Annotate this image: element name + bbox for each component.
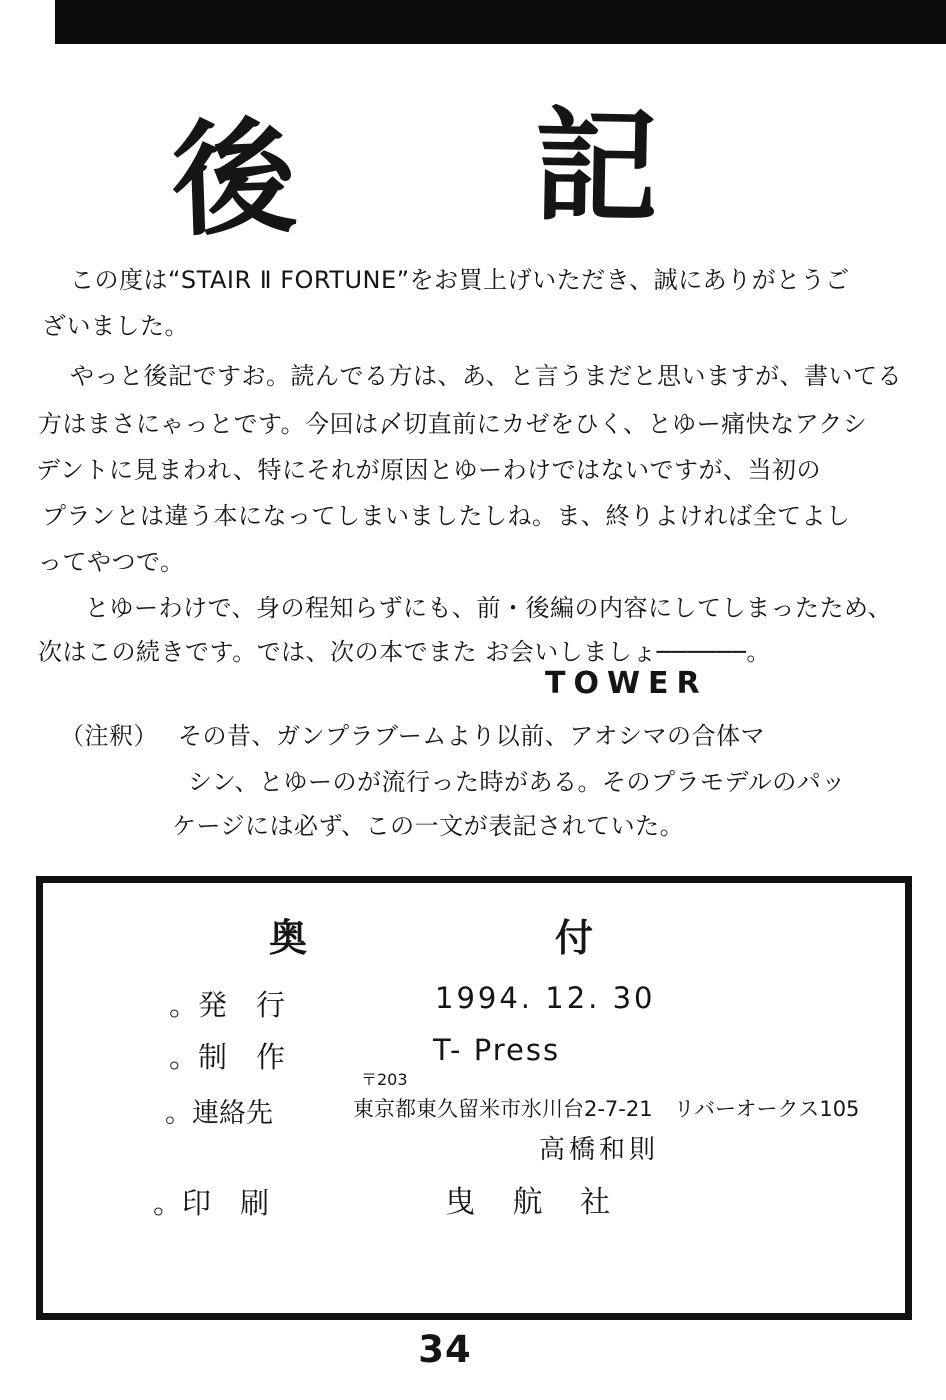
afterword-line: この度は“STAIR Ⅱ FORTUNE”をお買上げいただき、誠にありがとうご [70, 266, 850, 294]
afterword-line: プランとは違う本になってしまいましたしね。ま、終りよければ全てよし [42, 502, 851, 530]
afterword-line: とゆーわけで、身の程知らずにも、前・後編の内容にしてしまったため、 [85, 594, 893, 622]
annotation-label: （注釈） [60, 722, 158, 750]
afterword-line: デントに見まわれ、特にそれが原因とゆーわけではないですが、当初の [36, 456, 821, 484]
colophon-header-char-left: 奥 [269, 916, 308, 960]
afterword-line: ってやつで。 [38, 548, 185, 576]
afterword-line: ざいました。 [42, 312, 189, 340]
page-title-char-left: 後 [169, 105, 299, 255]
afterword-line: やっと後記ですお。読んでる方は、あ、と言うまだと思いますが、書いてる [70, 362, 903, 390]
page-number: 34 [418, 1328, 472, 1371]
page-title-char-right: 記 [532, 94, 660, 242]
colophon-production-value: T- Press [433, 1033, 561, 1067]
colophon-production-label: 。制 作 [169, 1040, 286, 1074]
scan-edge-artifact [55, 0, 946, 44]
colophon-print-label: 。印 刷 [153, 1186, 270, 1220]
annotation-line: その昔、ガンプラブームより以前、アオシマの合体マ [178, 722, 766, 750]
colophon-header-char-right: 付 [555, 916, 594, 960]
colophon-contact-name: 高橋和則 [539, 1135, 660, 1165]
colophon-printer-name: 曳 航 社 [445, 1185, 625, 1220]
afterword-line: 次はこの続きです。では、次の本でまた お会いしましょ──────。 [38, 638, 771, 666]
colophon-address: 東京都東久留米市氷川台2-7-21 リバーオークス105 [353, 1097, 860, 1121]
colophon-box [36, 876, 912, 1320]
annotation-line: シン、とゆーのが流行った時がある。そのプラモデルのパッ [188, 768, 846, 796]
colophon-contact-label: 。連絡先 [165, 1098, 273, 1129]
author-signature: TOWER [545, 666, 708, 701]
colophon-publish-label: 。発 行 [169, 988, 286, 1022]
colophon-publish-date: 1994. 12. 30 [435, 981, 656, 1015]
annotation-line: ケージには必ず、この一文が表記されていた。 [172, 812, 685, 840]
afterword-line: 方はまさにゃっとです。今回は〆切直前にカゼをひく、とゆー痛快なアクシ [38, 410, 868, 438]
colophon-postal-code: 〒203 [361, 1070, 408, 1089]
